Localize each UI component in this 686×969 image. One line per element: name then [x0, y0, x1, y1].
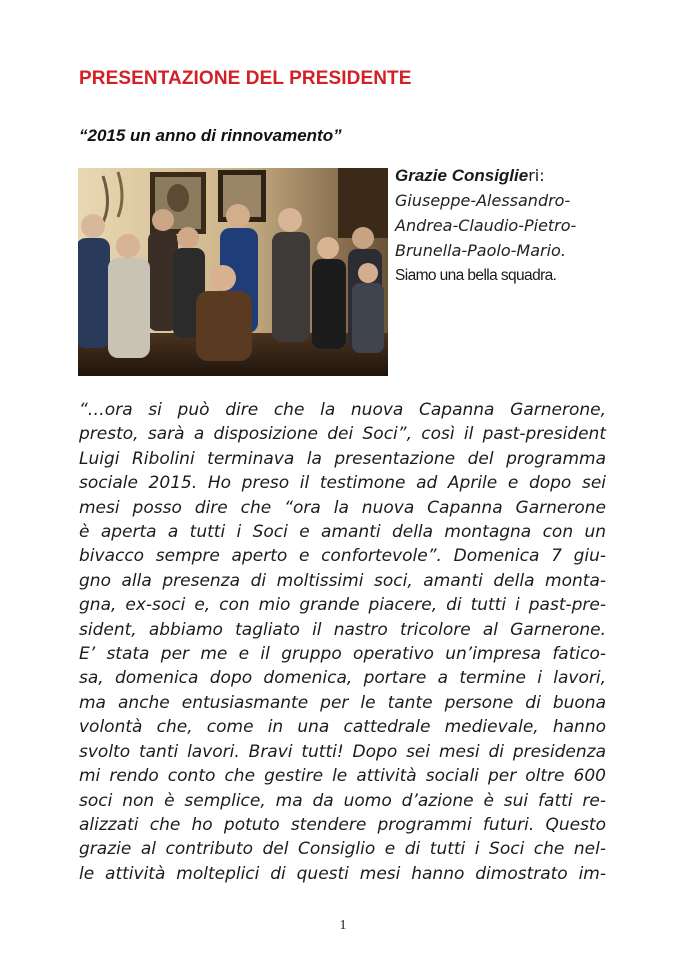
body-text	[79, 398, 606, 886]
page-title: PRESENTAZIONE DEL PRESIDENTE	[79, 68, 412, 89]
body-line: presto, sarà a disposizione dei Soci”, così il past-president	[79, 424, 606, 445]
names-line: Giuseppe-Alessandro-	[395, 191, 571, 210]
body-line: è aperta a tutti i Soci e amanti della montagna con un	[79, 522, 606, 543]
body-line: “…ora si può dire che la nuova Capanna Garnerone,	[79, 400, 606, 420]
body-line: gna, ex-soci e, con mio grande piacere, di tutti i past-pre-	[79, 595, 606, 616]
body-line: E’ stata per me e il gruppo operativo un’impresa fatico-	[79, 644, 606, 665]
page-subtitle: “2015 un anno di rinnovamento”	[79, 126, 342, 145]
body-line: sident, abbiamo tagliato il nastro tricolore al Garnerone.	[79, 619, 606, 640]
body-line: le attività molteplici di questi mesi hanno dimostrato im-	[79, 863, 606, 884]
thanks-line	[395, 163, 635, 188]
body-line: mi rendo conto che gestire le attività sociali per oltre 600	[79, 766, 606, 787]
team-line: Siamo una bella squadra.	[395, 267, 557, 284]
body-line: alizzati che ho potuto stendere programmi futuri. Questo	[79, 814, 606, 835]
thanks-bold: Grazie Consiglie	[395, 166, 529, 185]
names-line: Brunella-Paolo-Mario.	[395, 241, 566, 260]
body-line: gno alla presenza di moltissimi soci, amanti della monta-	[79, 570, 606, 591]
names-line: Andrea-Claudio-Pietro-	[395, 216, 577, 235]
body-line: svolto tanti lavori. Bravi tutti! Dopo sei mesi di presidenza	[79, 741, 606, 762]
body-line: bivacco sempre aperto e confortevole”. Domenica 7 giu-	[79, 546, 606, 567]
thanks-rest: ri:	[528, 166, 545, 185]
page-number: 1	[339, 918, 347, 933]
body-line: grazie al contributo del Consiglio e di tutti i Soci che nel-	[79, 839, 606, 860]
body-line: volontà che, come in una cattedrale medievale, hanno	[79, 717, 606, 738]
body-line: sociale 2015. Ho preso il testimone ad Aprile e dopo sei	[79, 473, 606, 494]
body-line: soci non è semplice, ma da uomo d’azione è sui fatti re-	[79, 790, 606, 811]
body-line: mesi posso dire che “ora la nuova Capanna Garnerone	[79, 497, 606, 518]
photo-caption	[395, 163, 635, 288]
body-line: Luigi Ribolini terminava la presentazione del programma	[79, 448, 606, 469]
body-line: sa, domenica dopo domenica, portare a termine i lavori,	[79, 668, 606, 689]
group-photo	[78, 168, 388, 376]
body-line: ma anche entusiasmante per le tante persone di buona	[79, 692, 606, 713]
